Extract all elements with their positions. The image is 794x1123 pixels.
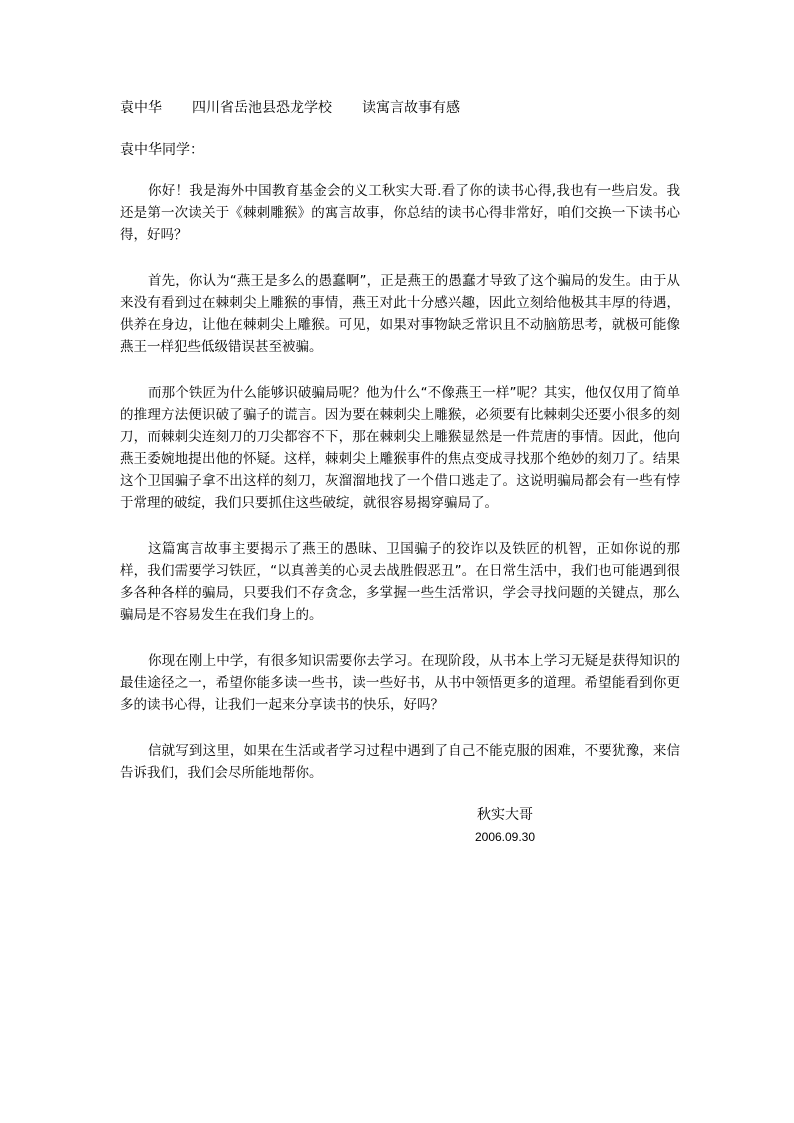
letter-header bbox=[120, 98, 680, 118]
signature-date: 2006.09.30 bbox=[474, 830, 536, 844]
paragraph-greeting: 你好！我是海外中国教育基金会的义工秋实大哥.看了你的读书心得,我也有一些启发。我还是第一次读关于《棘刺雕猴》的寓言故事，你总结的读书心得非常好，咱们交换一下读书心得，好吗？ bbox=[120, 183, 680, 243]
essay-topic: 读寓言故事有感 bbox=[362, 100, 460, 116]
paragraph-yan-king: 首先，你认为“燕王是多么的愚蠢啊”，正是燕王的愚蠢才导致了这个骗局的发生。由于从来没有看到过在棘刺尖上雕猴的事情，燕王对此十分感兴趣，因此立刻给他极其丰厚的待遇，供养在身边，让他在棘刺尖上雕猴。可见，如果对事物缺乏常识且不动脑筋思考，就极可能像燕王一样犯些低级错误甚至被骗。 bbox=[120, 273, 680, 355]
letter-body bbox=[120, 180, 680, 808]
paragraph-moral: 这篇寓言故事主要揭示了燕王的愚昧、卫国骗子的狡诈以及铁匠的机智，正如你说的那样，我们需要学习铁匠，“以真善美的心灵去战胜假恶丑”。在日常生活中，我们也可能遇到很多各种各样的骗局，只要我们不存贪念，多掌握一些生活常识，学会寻找问题的关键点，那么骗局是不容易发生在我们身上的。 bbox=[120, 541, 680, 623]
letter-signature bbox=[440, 804, 570, 848]
student-name: 袁中华 bbox=[120, 100, 162, 116]
paragraph-blacksmith: 而那个铁匠为什么能够识破骗局呢？他为什么“不像燕王一样”呢？其实，他仅仅用了简单的推理方法便识破了骗子的谎言。因为要在棘刺尖上雕猴，必须要有比棘刺尖还要小很多的刻刀，而棘刺尖连刻刀的刀尖都容不下，那在棘刺尖上雕猴显然是一件荒唐的事情。因此，他向燕王委婉地提出他的怀疑。这样，棘刺尖上雕猴事件的焦点变成寻找那个绝妙的刻刀了。结果这个卫国骗子拿不出这样的刻刀，灰溜溜地找了一个借口逃走了。这说明骗局都会有一些有悖于常理的破绽，我们只要抓住这些破绽，就很容易揭穿骗局了。 bbox=[120, 385, 680, 511]
school-name: 四川省岳池县恐龙学校 bbox=[192, 100, 332, 116]
letter-salutation: 袁中华同学： bbox=[120, 142, 204, 158]
paragraph-encouragement: 你现在刚上中学，有很多知识需要你去学习。在现阶段，从书本上学习无疑是获得知识的最佳途径之一，希望你能多读一些书，读一些好书，从书中领悟更多的道理。希望能看到你更多的读书心得，让我们一起来分享读书的快乐，好吗？ bbox=[120, 653, 680, 713]
signature-name: 秋实大哥 bbox=[477, 807, 533, 823]
paragraph-closing: 信就写到这里，如果在生活或者学习过程中遇到了自己不能克服的困难，不要犹豫，来信告诉我们，我们会尽所能地帮你。 bbox=[120, 743, 680, 781]
